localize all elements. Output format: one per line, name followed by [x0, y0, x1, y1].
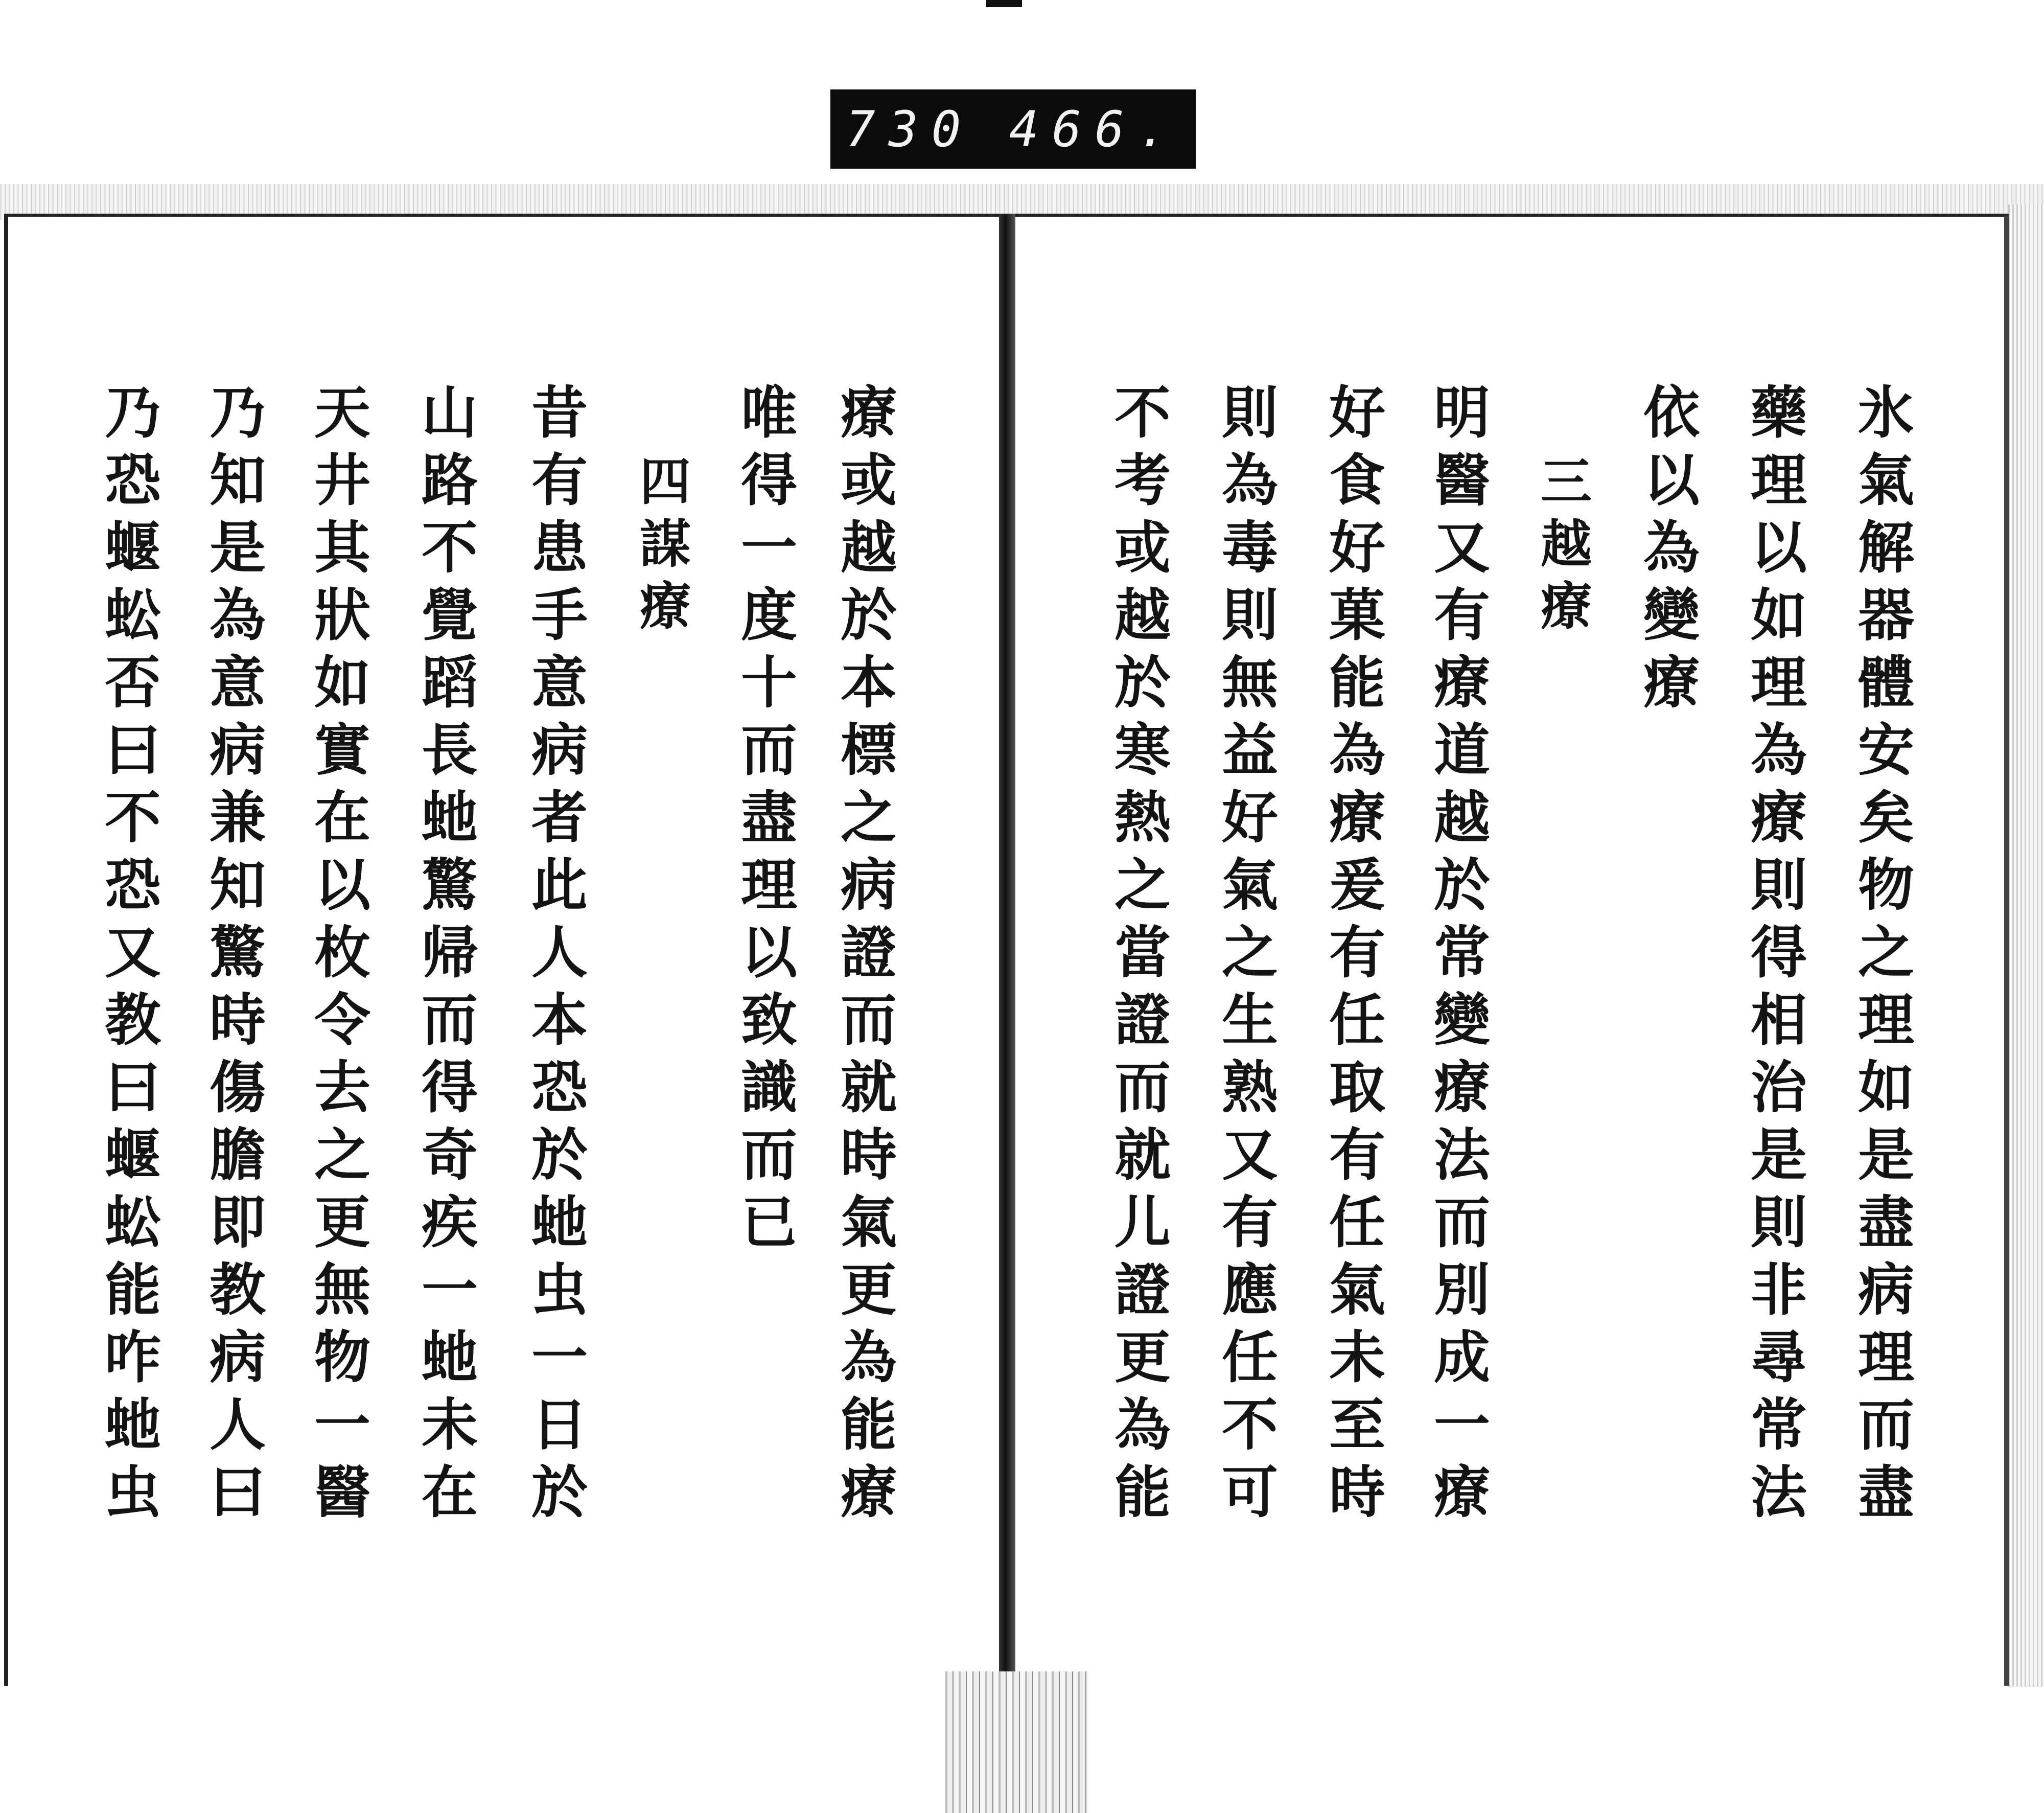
left-column-8: 乃恐蝘蚣否曰不恐又教曰蝘蚣能咋虵虫	[96, 383, 161, 1530]
scan-label	[830, 89, 1196, 169]
scan-label-right-number: 466.	[1009, 100, 1180, 158]
left-column-4: 昔有患手意病者此人本恐於虵虫一日於	[522, 383, 588, 1530]
right-column-3: 依以為變療	[1634, 383, 1700, 720]
book-spine	[999, 214, 1015, 1813]
left-column-7: 乃知是為意病兼知驚時傷膽即教病人曰	[200, 383, 266, 1530]
right-column-1: 氷氣解器體安矣物之理如是盡病理而盡	[1849, 383, 1915, 1530]
left-column-5: 山路不覺蹈長虵驚帰而得奇疾一虵未在	[412, 383, 478, 1530]
right-column-2: 藥理以如理為療則得相治是則非尋常法	[1741, 383, 1807, 1530]
right-column-5: 明醫又有療道越於常變療法而別成一療	[1425, 383, 1491, 1530]
left-column-1: 療或越於本標之病證而就時氣更為能療	[831, 383, 897, 1530]
left-column-6: 天井其狀如實在以枚令去之更無物一醫	[305, 383, 371, 1530]
right-page	[1013, 214, 2009, 1686]
spine-bottom-edge	[945, 1671, 1088, 1813]
right-column-7: 則為毒則無益好氣之生熟又有應任不可	[1213, 383, 1279, 1530]
scan-label-left-number: 730	[846, 100, 974, 158]
left-page	[4, 214, 1006, 1686]
top-clip-mark	[986, 0, 1022, 7]
right-column-8: 不考或越於寒熱之當證而就儿證更為能	[1105, 383, 1171, 1530]
right-column-6: 好食好菓能為療爰有任取有任氣未至時	[1320, 383, 1386, 1530]
page-edge-stack	[2008, 204, 2044, 1687]
right-section-heading: 三越療	[1532, 454, 1592, 641]
left-column-2: 唯得一度十而盡理以致識而已	[732, 383, 798, 1260]
left-section-heading: 四謀療	[631, 454, 691, 641]
